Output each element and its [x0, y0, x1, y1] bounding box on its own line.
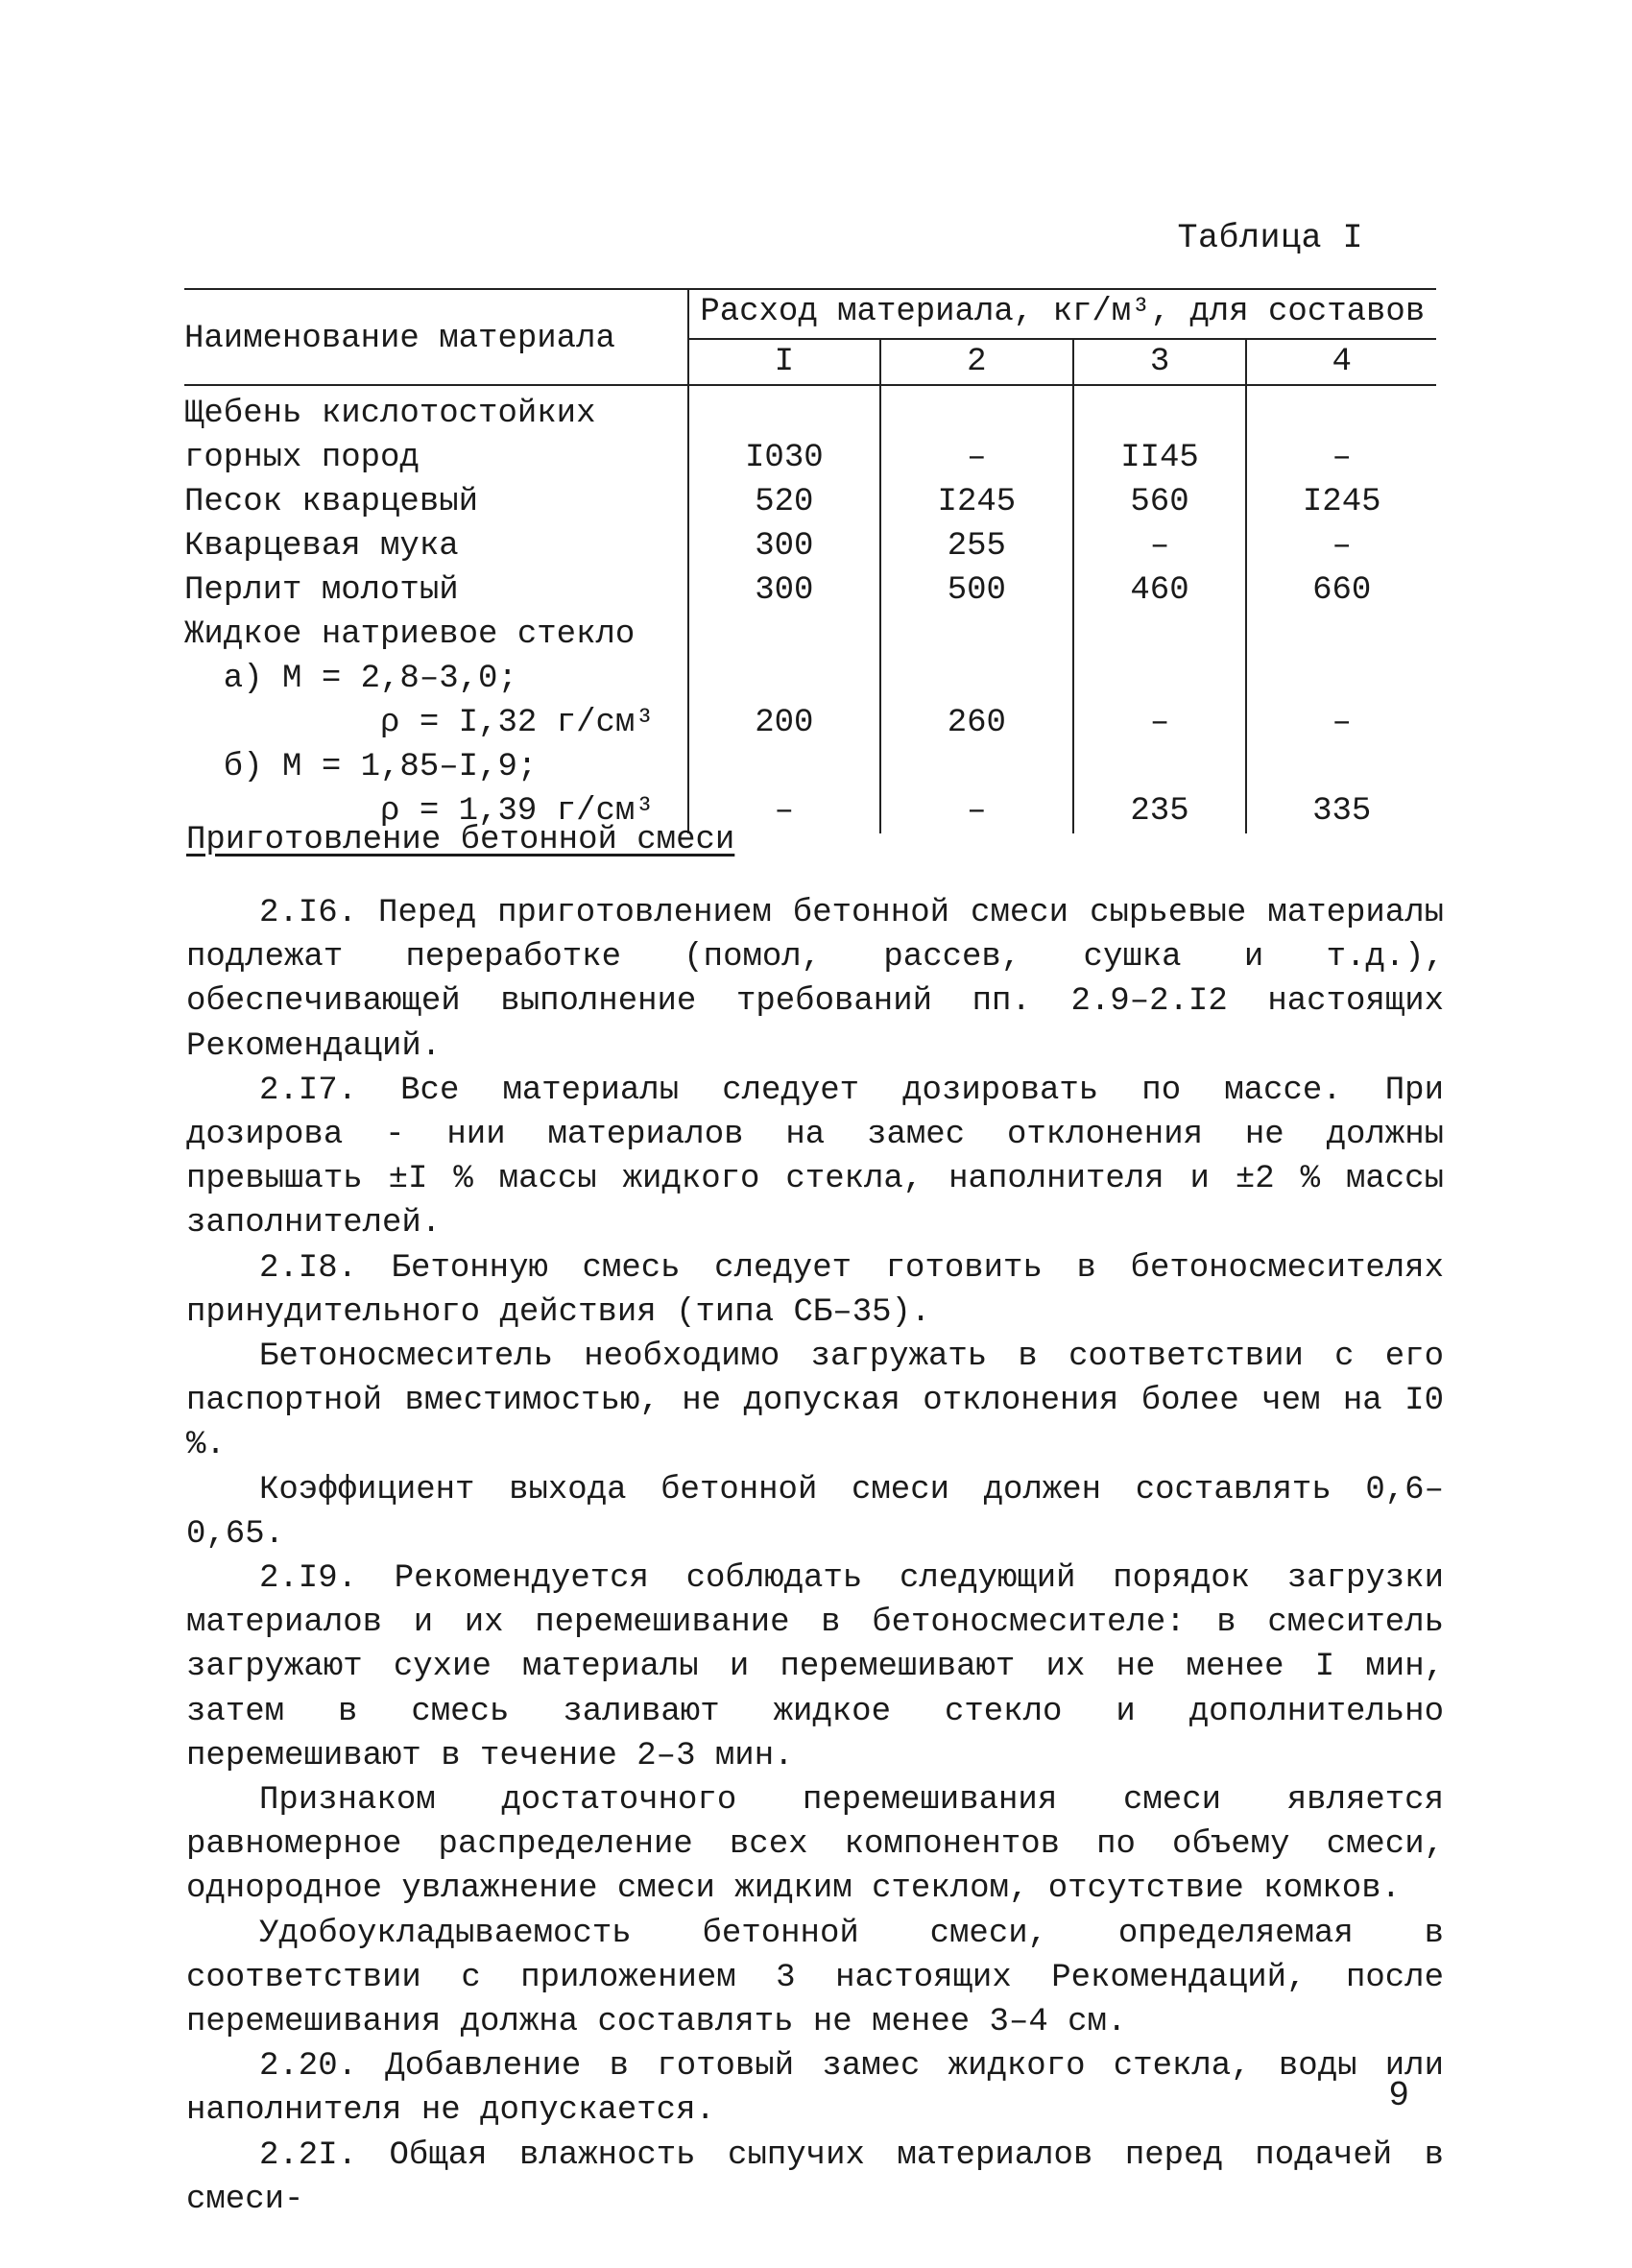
cell-value: I245	[880, 480, 1073, 524]
table-row	[184, 480, 1436, 524]
cell-value: –	[1246, 524, 1436, 568]
cell-value: –	[1073, 524, 1247, 568]
row-name: а) М = 2,8–3,0; ρ = I,32 г/см³	[223, 661, 655, 741]
cell-value: 660	[1246, 568, 1436, 613]
body-text	[186, 891, 1444, 2222]
table-row	[184, 568, 1436, 613]
section-title: Приготовление бетонной смеси	[186, 822, 735, 858]
paragraph: 2.I6. Перед приготовлением бетонной смеси сырьевые материалы подлежат переработке (помол, рассев, сушка и т.д.), обеспечивающей выполнение требований пп. 2.9–2.I2 настоящих Рекомендаций.	[186, 895, 1444, 1065]
cell-value: 300	[688, 568, 881, 613]
header-col-1: I	[688, 339, 881, 385]
header-consumption: Расход материала, кг/м³, для составов	[688, 289, 1436, 339]
table-caption: Таблица I	[1177, 219, 1363, 257]
row-name: б) М = 1,85–I,9; ρ = 1,39 г/см³	[223, 749, 655, 830]
paragraph: 2.I9. Рекомендуется соблюдать следующий порядок загрузки материалов и их перемешивание в бетоносмесителе: в смеситель загружают сухие материалы и перемешивают их не менее I мин, затем в смесь заливают жидкое стекло и дополнительно перемешивают в течение 2–3 мин.	[186, 1560, 1444, 1774]
cell-value: 260	[880, 657, 1073, 745]
cell-value	[1246, 613, 1436, 657]
header-material-name: Наименование материала	[184, 289, 688, 385]
cell-value: 560	[1073, 480, 1247, 524]
cell-value: I030	[688, 385, 881, 480]
row-name: Жидкое натриевое стекло	[184, 616, 636, 653]
cell-value: –	[1246, 657, 1436, 745]
cell-value: –	[880, 385, 1073, 480]
cell-value: –	[880, 745, 1073, 833]
table-row	[184, 524, 1436, 568]
cell-value: I245	[1246, 480, 1436, 524]
cell-value: 200	[688, 657, 881, 745]
paragraph: 2.2I. Общая влажность сыпучих материалов перед подачей в смеси-	[186, 2136, 1444, 2218]
paragraph: Удобоукладываемость бетонной смеси, определяемая в соответствии с приложением 3 настоящих Рекомендаций, после перемешивания должна составлять не менее 3–4 см.	[186, 1915, 1444, 2041]
page-number: 9	[1388, 2076, 1409, 2115]
cell-value: 235	[1073, 745, 1247, 833]
paragraph: Коэффициент выхода бетонной смеси должен составлять 0,6–0,65.	[186, 1471, 1444, 1553]
cell-value	[688, 613, 881, 657]
cell-value	[880, 613, 1073, 657]
paragraph: Признаком достаточного перемешивания смеси является равномерное распределение всех компонентов по объему смеси, однородное увлажнение смеси жидким стеклом, отсутствие комков.	[186, 1782, 1444, 1908]
cell-value	[1073, 613, 1247, 657]
row-name: Кварцевая мука	[184, 528, 459, 565]
table-row	[184, 385, 1436, 480]
paragraph: 2.20. Добавление в готовый замес жидкого стекла, воды или наполнителя не допускается.	[186, 2048, 1444, 2130]
cell-value: II45	[1073, 385, 1247, 480]
paragraph: 2.I7. Все материалы следует дозировать по массе. При дозирова - нии материалов на замес отклонения не должны превышать ±I % массы жидкого стекла, наполнителя и ±2 % массы заполнителей.	[186, 1072, 1444, 1243]
cell-value: 300	[688, 524, 881, 568]
row-name: Щебень кислотостойких горных пород	[184, 396, 596, 476]
header-col-2: 2	[880, 339, 1073, 385]
row-name: Песок кварцевый	[184, 484, 479, 520]
row-name: Перлит молотый	[184, 572, 459, 609]
header-col-4: 4	[1246, 339, 1436, 385]
table-row	[184, 745, 1436, 833]
paragraph: 2.I8. Бетонную смесь следует готовить в бетоносмесителях принудительного действия (типа СБ–35).	[186, 1249, 1444, 1331]
cell-value: 460	[1073, 568, 1247, 613]
cell-value: –	[1246, 385, 1436, 480]
cell-value: –	[1073, 657, 1247, 745]
cell-value: 500	[880, 568, 1073, 613]
table-row	[184, 657, 1436, 745]
header-col-3: 3	[1073, 339, 1247, 385]
table-row	[184, 613, 1436, 657]
paragraph: Бетоносмеситель необходимо загружать в соответствии с его паспортной вместимостью, не допуская отклонения более чем на I0 %.	[186, 1339, 1444, 1464]
cell-value: –	[688, 745, 881, 833]
cell-value: 255	[880, 524, 1073, 568]
materials-table	[184, 288, 1436, 833]
cell-value: 520	[688, 480, 881, 524]
cell-value: 335	[1246, 745, 1436, 833]
